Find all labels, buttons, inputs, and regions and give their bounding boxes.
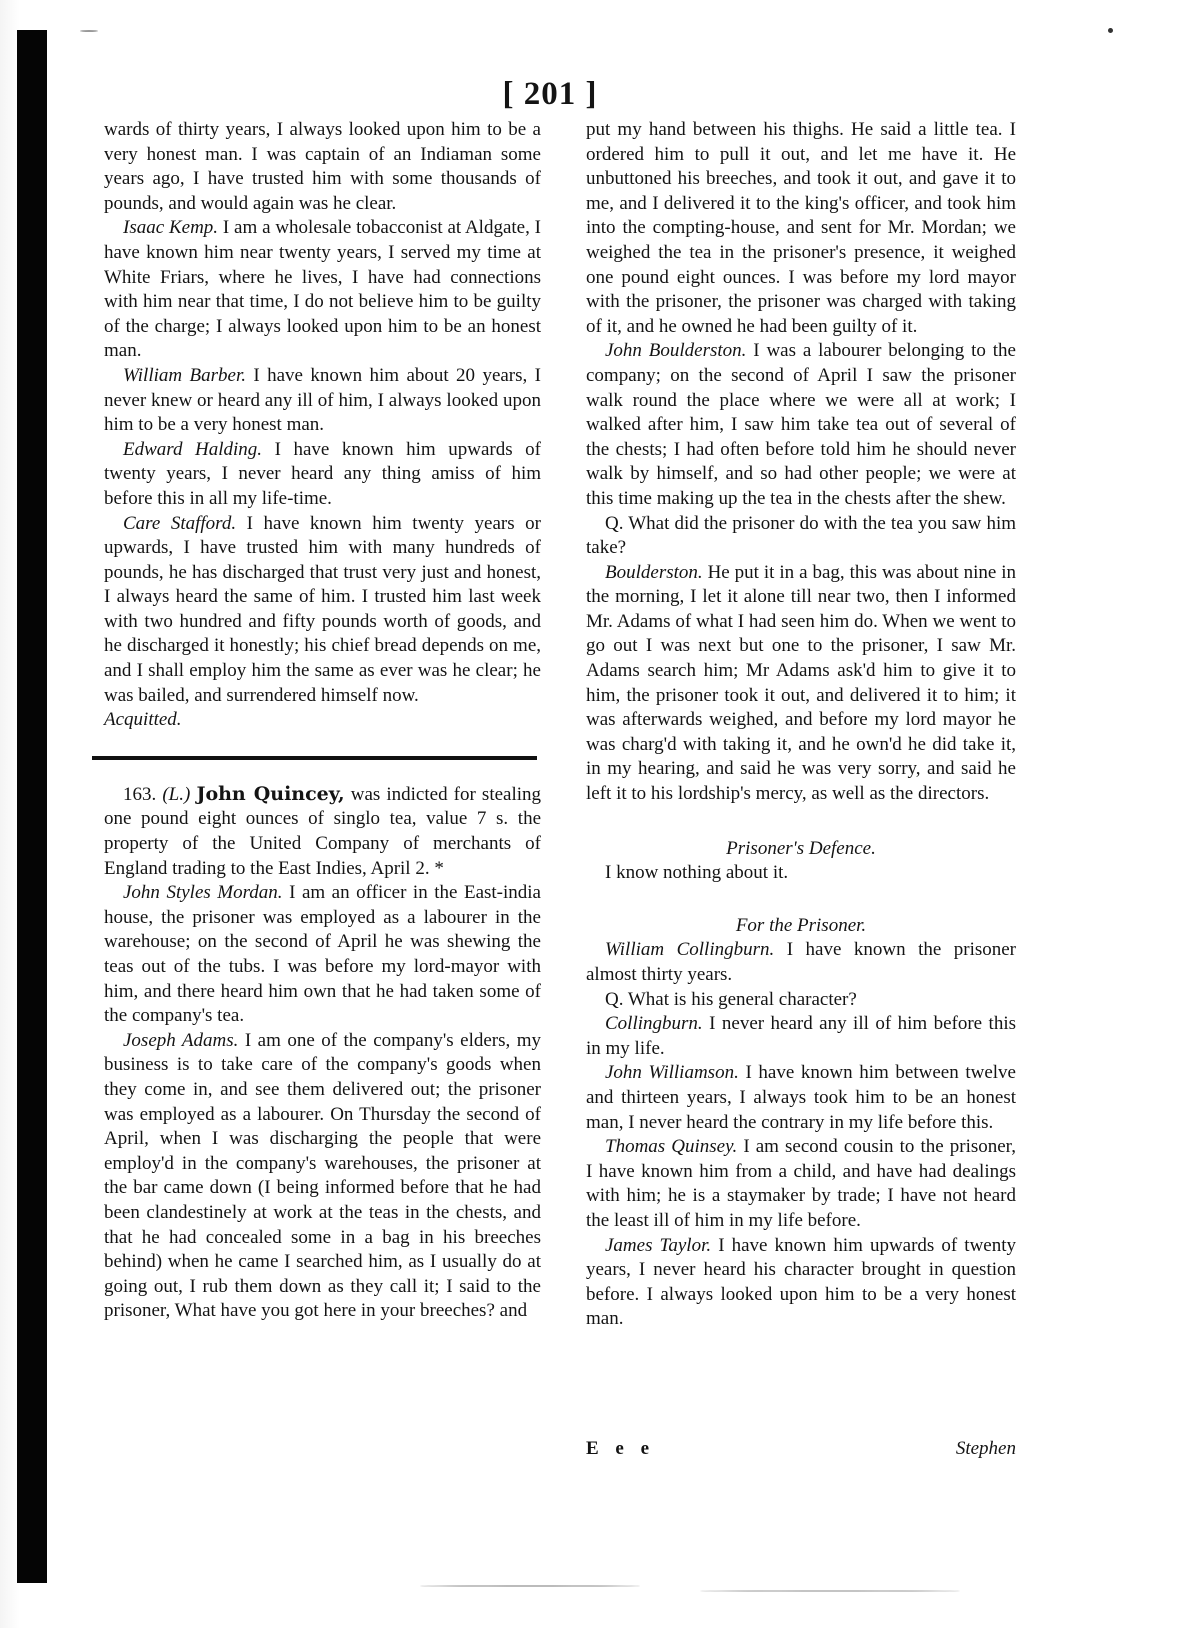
testimony-paragraph bbox=[104, 512, 541, 709]
testimony-paragraph bbox=[586, 938, 1016, 987]
testimony-paragraph bbox=[104, 364, 541, 438]
testimony-text: I am one of the company's elders, my business is to take care of the company's goods when they come in, and see them delivered out; the prisoner was employed as a labourer. On Thursday the second of April, when I was discharging the people that were employ'd in the company's warehouses, the prisoner at the bar came down (I being informed before that he had been clandestinely at work at the teas in the chests, and that he had concealed some in a bag in his breeches behind) when he came I searched him, as I usually do at going out, I rub them down as they call it; I said to the prisoner, What have you got here in your breeches? and bbox=[104, 1029, 542, 1322]
testimony-paragraph bbox=[104, 881, 541, 1029]
testimony-text: He put it in a bag, this was about nine in the morning, I let it alone till near two, then I informed Mr. Adams of what I had seen him do. When we went to go out I was next but one to the prisoner, I saw Mr. Adams search him; Mr Adams ask'd him to give it to him, the prisoner took it out, and delivered it to him; it was afterwards weighed, and before my lord mayor he was charg'd with taking it, and he own'd he did take it, in my hearing, and said he was very sorry, and said he left it to his lordship's mercy, as well as the directors. bbox=[586, 561, 1016, 805]
signature-mark: E e e bbox=[586, 1438, 656, 1459]
testimony-text: I am a wholesale tobacconist at Aldgate, I have known him near twenty years, I served my time at White Friars, where he lives, I have had connections with him near that time, I do not believe him to be guilty of the charge; I always looked upon him to be an honest man. bbox=[104, 217, 541, 362]
paragraph: wards of thirty years, I always looked upon him to be a very honest man. I was captain of an Indiaman some years ago, I have trusted him with some thousands of pounds, and would again was he clear. bbox=[104, 119, 541, 214]
verdict: Acquitted. bbox=[104, 709, 182, 731]
testimony-text: I am second cousin to the prisoner, I have known him from a child, and have had dealings with him; he is a staymaker by trade; I have not heard the least ill of him in my life before. bbox=[586, 1136, 1016, 1231]
witness-name: Collingburn. bbox=[605, 1013, 703, 1035]
witness-name: John Williamson. bbox=[605, 1062, 739, 1084]
testimony-text: I have known the prisoner almost thirty years. bbox=[586, 939, 1017, 985]
section-divider bbox=[92, 756, 537, 760]
testimony-text: I never heard any ill of him before this in my life. bbox=[586, 1013, 1017, 1059]
testimony-paragraph bbox=[586, 561, 1016, 807]
case-reference: (L.) bbox=[162, 783, 191, 805]
testimony-text: I have known him between twelve and thirteen years, I always took him to be an honest man, I never heard the contrary in my life before this. bbox=[586, 1062, 1016, 1133]
paragraph: put my hand between his thighs. He said a little tea. I ordered him to pull it out, and let me have it. He unbuttoned his breeches, and took it out, and gave it to me, and I delivered it to the king's officer, and took him into the compting-house, and sent for Mr. Mordan; we weighed the tea in the prisoner's presence, it weighed one pound eight ounces. I was before my lord mayor with the prisoner, the prisoner was charged with taking of it, and he owned he had been guilty of it. bbox=[586, 119, 1016, 337]
left-column bbox=[104, 118, 541, 1324]
case-number: 163. bbox=[123, 783, 157, 805]
scan-speck bbox=[700, 1590, 960, 1592]
indictment-text: was indicted for stealing one pound eight ounces of singlo tea, value 7 s. the property of the United Company of merchants of England trading to the East Indies, April 2. * bbox=[104, 783, 542, 879]
testimony-paragraph bbox=[586, 1061, 1016, 1135]
testimony-text: I have known him about 20 years, I never knew or heard any ill of him, I always looked upon him to be a very honest man. bbox=[104, 364, 541, 436]
section-heading-for-prisoner: For the Prisoner. bbox=[735, 914, 867, 936]
witness-name: William Barber. bbox=[123, 364, 246, 386]
testimony-text: I was a labourer belonging to the company; on the second of April I saw the prisoner walk round the place where we were all at work; I walked after him, I saw him take tea out of several of the chests; I had often before told him he should never walk by himself, and so had other people; we were at this time making up the tea in the chests after the shew. bbox=[586, 340, 1016, 509]
witness-name: William Collingburn. bbox=[605, 939, 775, 961]
question: Q. What is his general character? bbox=[605, 988, 857, 1010]
question: Q. What did the prisoner do with the tea you saw him take? bbox=[586, 512, 1016, 559]
witness-name: Isaac Kemp. bbox=[123, 217, 219, 239]
witness-name: Care Stafford. bbox=[123, 512, 237, 534]
scan-speck bbox=[420, 1585, 640, 1587]
testimony-paragraph bbox=[104, 216, 541, 364]
page-number: [ 201 ] bbox=[502, 76, 598, 112]
witness-name: John Styles Mordan. bbox=[123, 882, 283, 904]
testimony-text: I have known him upwards of twenty years, I never heard any thing amiss of him before this in all my life-time. bbox=[104, 438, 541, 509]
scan-speck bbox=[1108, 28, 1113, 33]
witness-name: Thomas Quinsey. bbox=[605, 1136, 738, 1158]
section-heading-defence: Prisoner's Defence. bbox=[726, 837, 876, 859]
testimony-paragraph bbox=[104, 1029, 541, 1324]
testimony-text: I have known him upwards of twenty years, I never heard his character brought in question before. I always looked upon him to be a very honest man. bbox=[586, 1234, 1016, 1330]
catchword: Stephen bbox=[955, 1438, 1016, 1459]
defence-text: I know nothing about it. bbox=[605, 862, 789, 884]
page-footer bbox=[586, 1438, 1016, 1460]
witness-name: Joseph Adams. bbox=[123, 1029, 239, 1051]
case-heading bbox=[104, 782, 541, 881]
testimony-paragraph bbox=[104, 438, 541, 512]
testimony-paragraph bbox=[586, 1135, 1016, 1233]
witness-name: Edward Halding. bbox=[123, 438, 263, 460]
testimony-paragraph bbox=[586, 1012, 1016, 1061]
testimony-paragraph bbox=[586, 339, 1016, 511]
right-column bbox=[586, 118, 1016, 1332]
testimony-text: I am an officer in the East-india house, the prisoner was employed as a labourer in the warehouse; on the second of April he was shewing the teas out of the tubs. I was before my lord-mayor with him, and there heard him own that he had taken some of the company's tea. bbox=[104, 882, 541, 1027]
scan-speck bbox=[80, 30, 98, 32]
testimony-paragraph bbox=[586, 1234, 1016, 1332]
book-spine-shadow bbox=[17, 30, 47, 1583]
defendant-name: John Quincey, bbox=[196, 782, 345, 805]
witness-name: Boulderston. bbox=[605, 561, 703, 583]
witness-name: John Boulderston. bbox=[605, 340, 747, 362]
testimony-text: I have known him twenty years or upwards, I have trusted him with many hundreds of pounds, he has discharged that trust very just and honest, I always heard the same of him. I trusted him last week with two hundred and fifty pounds worth of goods, and he discharged it honestly; his chief bread depends on me, and I shall employ him the same as ever was he clear; he was bailed, and surrendered himself now. bbox=[104, 512, 541, 706]
witness-name: James Taylor. bbox=[605, 1234, 712, 1256]
